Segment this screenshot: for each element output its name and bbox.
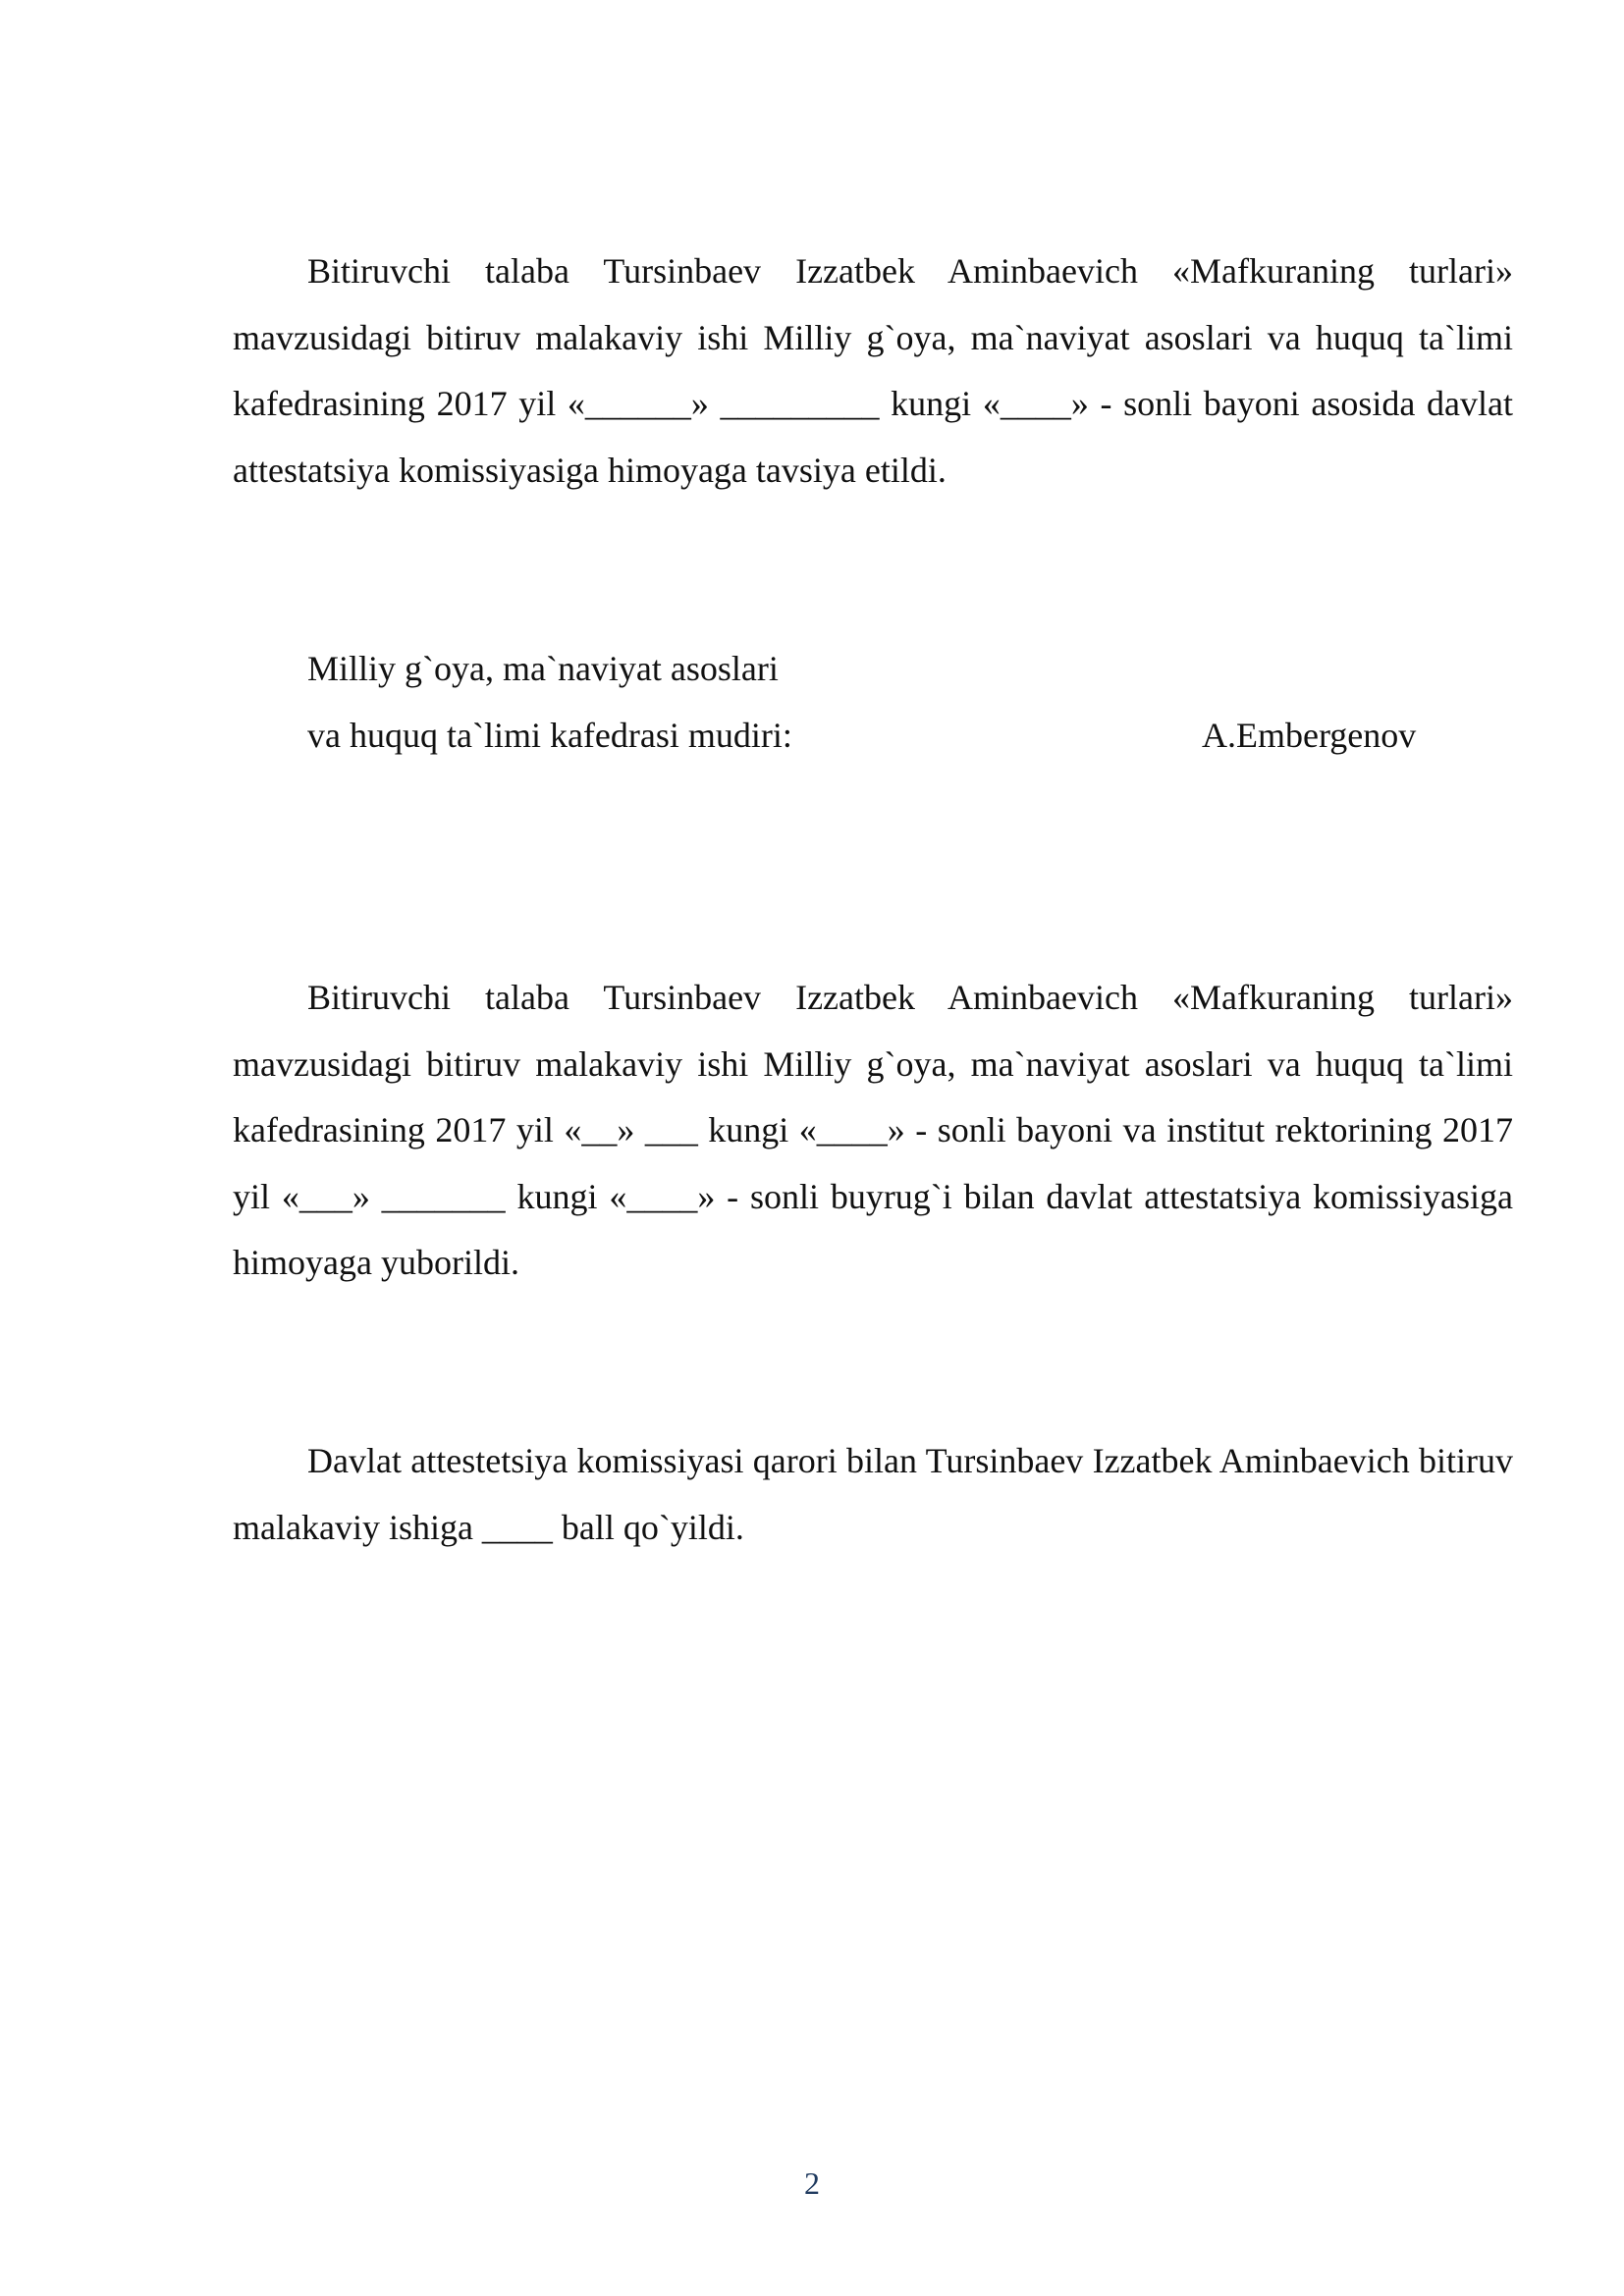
commission-grade-paragraph: Davlat attestetsiya komissiyasi qarori bilan Tursinbaev Izzatbek Aminbaevich bitiruv malakaviy ishiga ____ ball qo`yildi. <box>233 1441 1513 1547</box>
submission-order-paragraph: Bitiruvchi talaba Tursinbaev Izzatbek Aminbaevich «Mafkuraning turlari» mavzusidagi bitiruv malakaviy ishi Milliy g`oya, ma`naviyat asoslari va huquq ta`limi kafedrasining 2017 yil «__» ___ kungi «____» - sonli bayoni va institut rektorining 2017 yil «___» _______ kungi «____» - sonli buyrug`i bilan davlat attestatsiya komissiyasiga himoyaga yuborildi. <box>233 978 1513 1282</box>
signature-title-line-2 <box>307 703 1446 770</box>
signature-title-text-1: Milliy g`oya, ma`naviyat asoslari <box>307 649 779 688</box>
department-head-signature-block <box>307 636 1446 769</box>
signature-title-text-2: va huquq ta`limi kafedrasi mudiri: <box>307 715 792 755</box>
signature-title-line-1 <box>307 636 1446 703</box>
approval-recommendation-paragraph: Bitiruvchi talaba Tursinbaev Izzatbek Aminbaevich «Mafkuraning turlari» mavzusidagi bitiruv malakaviy ishi Milliy g`oya, ma`naviyat asoslari va huquq ta`limi kafedrasining 2017 yil «______» _________ kungi «____» - sonli bayoni asosida davlat attestatsiya komissiyasiga himoyaga tavsiya etildi. <box>233 251 1513 490</box>
page-number: 2 <box>804 2165 820 2201</box>
signatory-name: A.Embergenov <box>1202 715 1417 755</box>
